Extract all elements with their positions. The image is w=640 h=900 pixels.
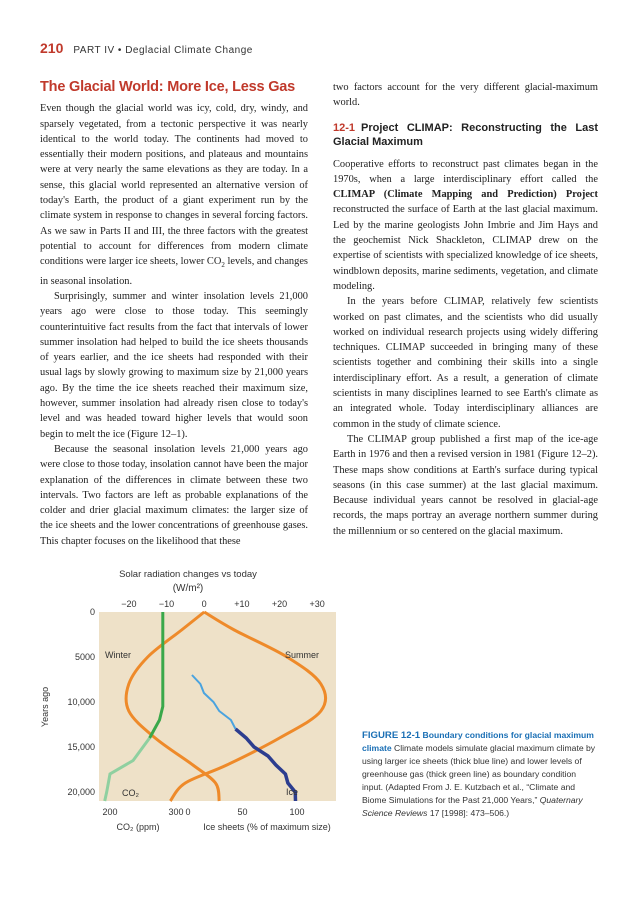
- ice-label: Ice: [286, 787, 299, 797]
- insolation-tick-label: +10: [234, 599, 250, 609]
- winter-label: Winter: [105, 650, 132, 660]
- page-number: 210: [40, 40, 64, 56]
- year-tick-label: 15,000: [67, 742, 95, 752]
- part-label: PART IV • Deglacial Climate Change: [73, 45, 253, 56]
- paragraph: Because the seasonal insolation levels 21,000 years ago were close to those today, insolation cannot have been the major explanation of the differences in climate between these two intervals. Two factors are left as probable explanations of the colder and drier glacial maximum climates: the larger size of the ice sheets and the lower concentrations of greenhouse gases. This chapter focuses on the likelihood that these: [40, 443, 308, 547]
- y-axis-label: Years ago: [40, 686, 50, 728]
- insolation-tick-label: +30: [309, 599, 325, 609]
- year-tick-label: 20,000: [67, 787, 95, 797]
- insolation-tick-label: −20: [121, 599, 137, 609]
- paragraph: In the years before CLIMAP, relatively few scientists worked on past climates, and the scientists who did usually worked on individual research projects using widely differing techniques. CLIMAP succeeded in bringing many of these scientists together and combining their skills into a single interdisciplinary effort. As a result, a generation of climate scientists in many disciplines learned to see Earth's climate as an integrated whole. Today interdisciplinary alliances are common in the study of climate science.: [333, 296, 598, 430]
- co2-axis-label: CO₂ (ppm): [116, 822, 160, 832]
- ice-tick-label: 0: [185, 807, 191, 817]
- chart-title: Solar radiation changes vs today: [119, 569, 257, 580]
- ice-tick-label: 100: [289, 807, 305, 817]
- paragraph: Cooperative efforts to reconstruct past climates began in the 1970s, when a large interdisciplinary effort called the CLIMAP (Climate Mapping and Prediction) Project reconstructed the surface of Earth at the last glacial maximum. Led by the marine geologists John Imbrie and Jim Hays and the geochemist Nick Shackleton, CLIMAP drew on the expertise of scientists with specialized knowledge of ice sheets, windblown deposits, marine sediments, vegetation, and climate modeling.: [333, 158, 598, 292]
- running-header: [40, 40, 253, 58]
- insolation-tick-label: 0: [201, 599, 207, 609]
- figure-number: FIGURE 12-1: [362, 730, 421, 741]
- paragraph: Even though the glacial world was icy, cold, dry, windy, and sparsely vegetated, from a tectonic perspective it was nearly identical to the world today. The continents had moved to essentially their modern positions, and plateaus and mountains were at very nearly the same elevations as they are today. In a sense, this glacial world represented an alternative version of today's Earth, the product of a giant experiment run by the climate system in response to changes in several forcing factors. As we saw in Parts II and III, the three factors with the greatest potential to account for differences from modern climate conditions were larger ice sheets, lower $CO_2$ levels, and changes in seasonal insolation.: [40, 103, 308, 287]
- left-column: [40, 80, 308, 549]
- figure-12-1-chart: [38, 565, 348, 845]
- paragraph: The CLIMAP group published a first map of the ice-age Earth in 1976 and then a revised version in 1981 (Figure 12–2). These maps show conditions at Earth's surface during typical seasons (in this case summer) at the last glacial maximum. Because individual years cannot be resolved in glacial-age records, the maps portray an average northern summer during the millennium or so centered on the glacial maximum.: [333, 433, 598, 537]
- ice-tick-label: 50: [237, 807, 248, 817]
- section-heading: The Glacial World: More Ice, Less Gas: [40, 79, 296, 95]
- insolation-tick-label: −10: [158, 599, 175, 609]
- year-tick-label: 5000: [74, 652, 95, 662]
- right-column: [333, 80, 598, 539]
- co2-label: CO₂: [122, 788, 139, 798]
- year-tick-label: 0: [89, 607, 95, 617]
- ice-axis-label: Ice sheets (% of maximum size): [203, 822, 331, 832]
- paragraph: two factors account for the very different glacial-maximum world.: [333, 82, 598, 109]
- subsection-heading: 12-1 Project CLIMAP: Reconstructing the Last Glacial Maximum: [333, 121, 598, 148]
- co2-tick-label: 200: [102, 807, 118, 817]
- insolation-tick-label: +20: [271, 599, 288, 609]
- figure-caption: FIGURE 12-1 Boundary conditions for glacial maximum climate Climate models simulate glacial maximum climate by using larger ice sheets (thick blue line) and lower levels of greenhouse gas (thick green line) as boundary condition input. (Adapted From J. E. Kutzbach et al., “Climate and Biome Simulations for the Past 21,000 Years,” Quaternary Science Reviews 17 [1998]: 473–506.): [362, 730, 596, 818]
- paragraph: Surprisingly, summer and winter insolation levels 21,000 years ago were close to those today. This seemingly counterintuitive fact results from the fact that intervals of lower summer insolation had helped to build the ice sheets thousands of years earlier, and the ice sheets had responded with their usual lags by slowly growing to maximum size by 21,000 years ago. By the time the ice sheets reached their maximum size, however, summer insolation had already risen close to today's level and was headed toward higher levels that would soon begin to melt the ice (Figure 12–1).: [40, 290, 308, 440]
- figure-title: Boundary conditions for glacial maximum climate: [362, 730, 594, 753]
- year-tick-label: 10,000: [67, 697, 95, 707]
- chart-title-unit: (W/m²): [172, 583, 204, 594]
- summer-label: Summer: [285, 650, 320, 660]
- co2-tick-label: 300: [168, 807, 184, 817]
